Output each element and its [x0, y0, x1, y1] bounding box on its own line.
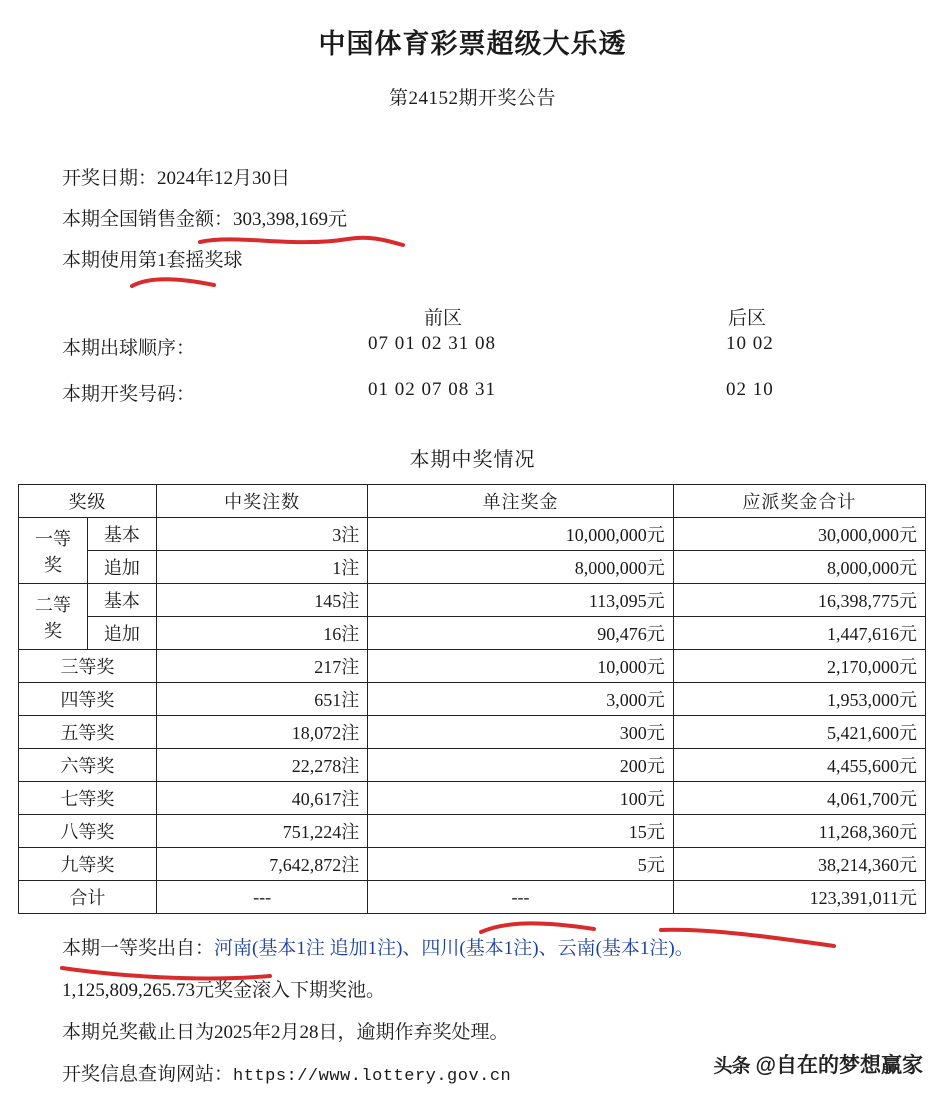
deadline-line: 本期兑奖截止日为2025年2月28日，逾期作弃奖处理。 [62, 1022, 509, 1043]
row-count: 3注 [156, 518, 367, 551]
row-each: 90,476元 [368, 617, 673, 650]
row-count: 1注 [156, 551, 367, 584]
page-title: 中国体育彩票超级大乐透 [318, 29, 627, 59]
machine-set-row: 本期使用第1套摇奖球 [62, 250, 243, 271]
row-each: 300元 [368, 716, 673, 749]
row-each: 10,000,000元 [368, 518, 673, 551]
winning-front-numbers: 01 02 07 08 31 [368, 379, 496, 400]
row-level: 六等奖 [19, 749, 157, 782]
row-each: 10,000元 [368, 650, 673, 683]
first-prize-origin-provinces: 河南(基本1注 追加1注)、四川(基本1注)、云南(基本1注)。 [214, 938, 694, 959]
header-total: 应派奖金合计 [673, 485, 925, 518]
row-sub: 追加 [87, 551, 156, 584]
row-level: 一等奖 [19, 518, 88, 584]
row-each: 3,000元 [368, 683, 673, 716]
draw-order-row [0, 333, 945, 379]
row-level: 五等奖 [19, 716, 157, 749]
sales-amount-row: 本期全国销售金额：303,398,169元 [62, 209, 348, 230]
table-row [19, 551, 926, 584]
row-level: 七等奖 [19, 782, 157, 815]
lottery-announcement-page [0, 22, 945, 1093]
row-total: 1,953,000元 [673, 683, 925, 716]
header-each: 单注奖金 [368, 485, 673, 518]
row-total: 123,391,011元 [673, 881, 925, 914]
table-row-total [19, 881, 926, 914]
row-sub: 追加 [87, 617, 156, 650]
row-level: 三等奖 [19, 650, 157, 683]
row-total: 1,447,616元 [673, 617, 925, 650]
front-zone-label: 前区 [424, 308, 463, 329]
website-label: 开奖信息查询网站： [62, 1064, 234, 1085]
table-row [19, 683, 926, 716]
draw-date-row: 开奖日期：2024年12月30日 [62, 168, 291, 189]
watermark [714, 1049, 924, 1079]
table-row [19, 584, 926, 617]
table-header-row [19, 485, 926, 518]
row-level: 二等奖 [19, 584, 88, 650]
row-level: 合计 [19, 881, 157, 914]
row-level: 八等奖 [19, 815, 157, 848]
row-count: 145注 [156, 584, 367, 617]
row-each: 100元 [368, 782, 673, 815]
row-count: 7,642,872注 [156, 848, 367, 881]
draw-order-front-numbers: 07 01 02 31 08 [368, 333, 496, 354]
row-total: 11,268,360元 [673, 815, 925, 848]
row-total: 38,214,360元 [673, 848, 925, 881]
draw-order-back-numbers: 10 02 [726, 333, 774, 354]
row-total: 16,398,775元 [673, 584, 925, 617]
row-count: 18,072注 [156, 716, 367, 749]
table-row [19, 518, 926, 551]
row-sub: 基本 [87, 584, 156, 617]
toutiao-logo: 头条 [713, 1055, 750, 1077]
draw-meta-block [0, 158, 945, 281]
prize-table [18, 484, 926, 914]
row-each: 5元 [368, 848, 673, 881]
row-each: 200元 [368, 749, 673, 782]
row-count: 751,224注 [156, 815, 367, 848]
rollover-line: 1,125,809,265.73元奖金滚入下期奖池。 [62, 980, 386, 1001]
back-zone-label: 后区 [728, 308, 767, 329]
row-count: 651注 [156, 683, 367, 716]
page-subtitle: 第24152期开奖公告 [388, 88, 556, 109]
row-each: 15元 [368, 815, 673, 848]
row-each: 8,000,000元 [368, 551, 673, 584]
table-row [19, 848, 926, 881]
header-level: 奖级 [19, 485, 157, 518]
winning-back-numbers: 02 10 [726, 379, 774, 400]
row-total: 4,455,600元 [673, 749, 925, 782]
row-sub: 基本 [87, 518, 156, 551]
row-count: 40,617注 [156, 782, 367, 815]
website-url[interactable]: https://www.lottery.gov.cn [233, 1067, 512, 1086]
winning-numbers-label: 本期开奖号码： [62, 384, 196, 405]
table-row [19, 749, 926, 782]
draw-order-label: 本期出球顺序： [62, 338, 196, 359]
zone-header [0, 303, 945, 333]
row-count: --- [156, 881, 367, 914]
first-prize-origin-prefix: 本期一等奖出自： [62, 938, 215, 959]
table-row [19, 782, 926, 815]
first-prize-origin-line [62, 928, 945, 970]
row-level: 四等奖 [19, 683, 157, 716]
row-total: 8,000,000元 [673, 551, 925, 584]
row-level: 九等奖 [19, 848, 157, 881]
row-each: 113,095元 [368, 584, 673, 617]
table-row [19, 815, 926, 848]
table-row [19, 617, 926, 650]
table-row [19, 716, 926, 749]
watermark-handle: @自在的梦想赢家 [755, 1054, 923, 1077]
row-total: 5,421,600元 [673, 716, 925, 749]
row-total: 4,061,700元 [673, 782, 925, 815]
row-total: 30,000,000元 [673, 518, 925, 551]
header-count: 中奖注数 [156, 485, 367, 518]
row-total: 2,170,000元 [673, 650, 925, 683]
row-count: 16注 [156, 617, 367, 650]
row-count: 217注 [156, 650, 367, 683]
table-row [19, 650, 926, 683]
winning-numbers-row [0, 379, 945, 425]
row-count: 22,278注 [156, 749, 367, 782]
row-each: --- [368, 881, 673, 914]
prize-section-title: 本期中奖情况 [409, 449, 536, 471]
